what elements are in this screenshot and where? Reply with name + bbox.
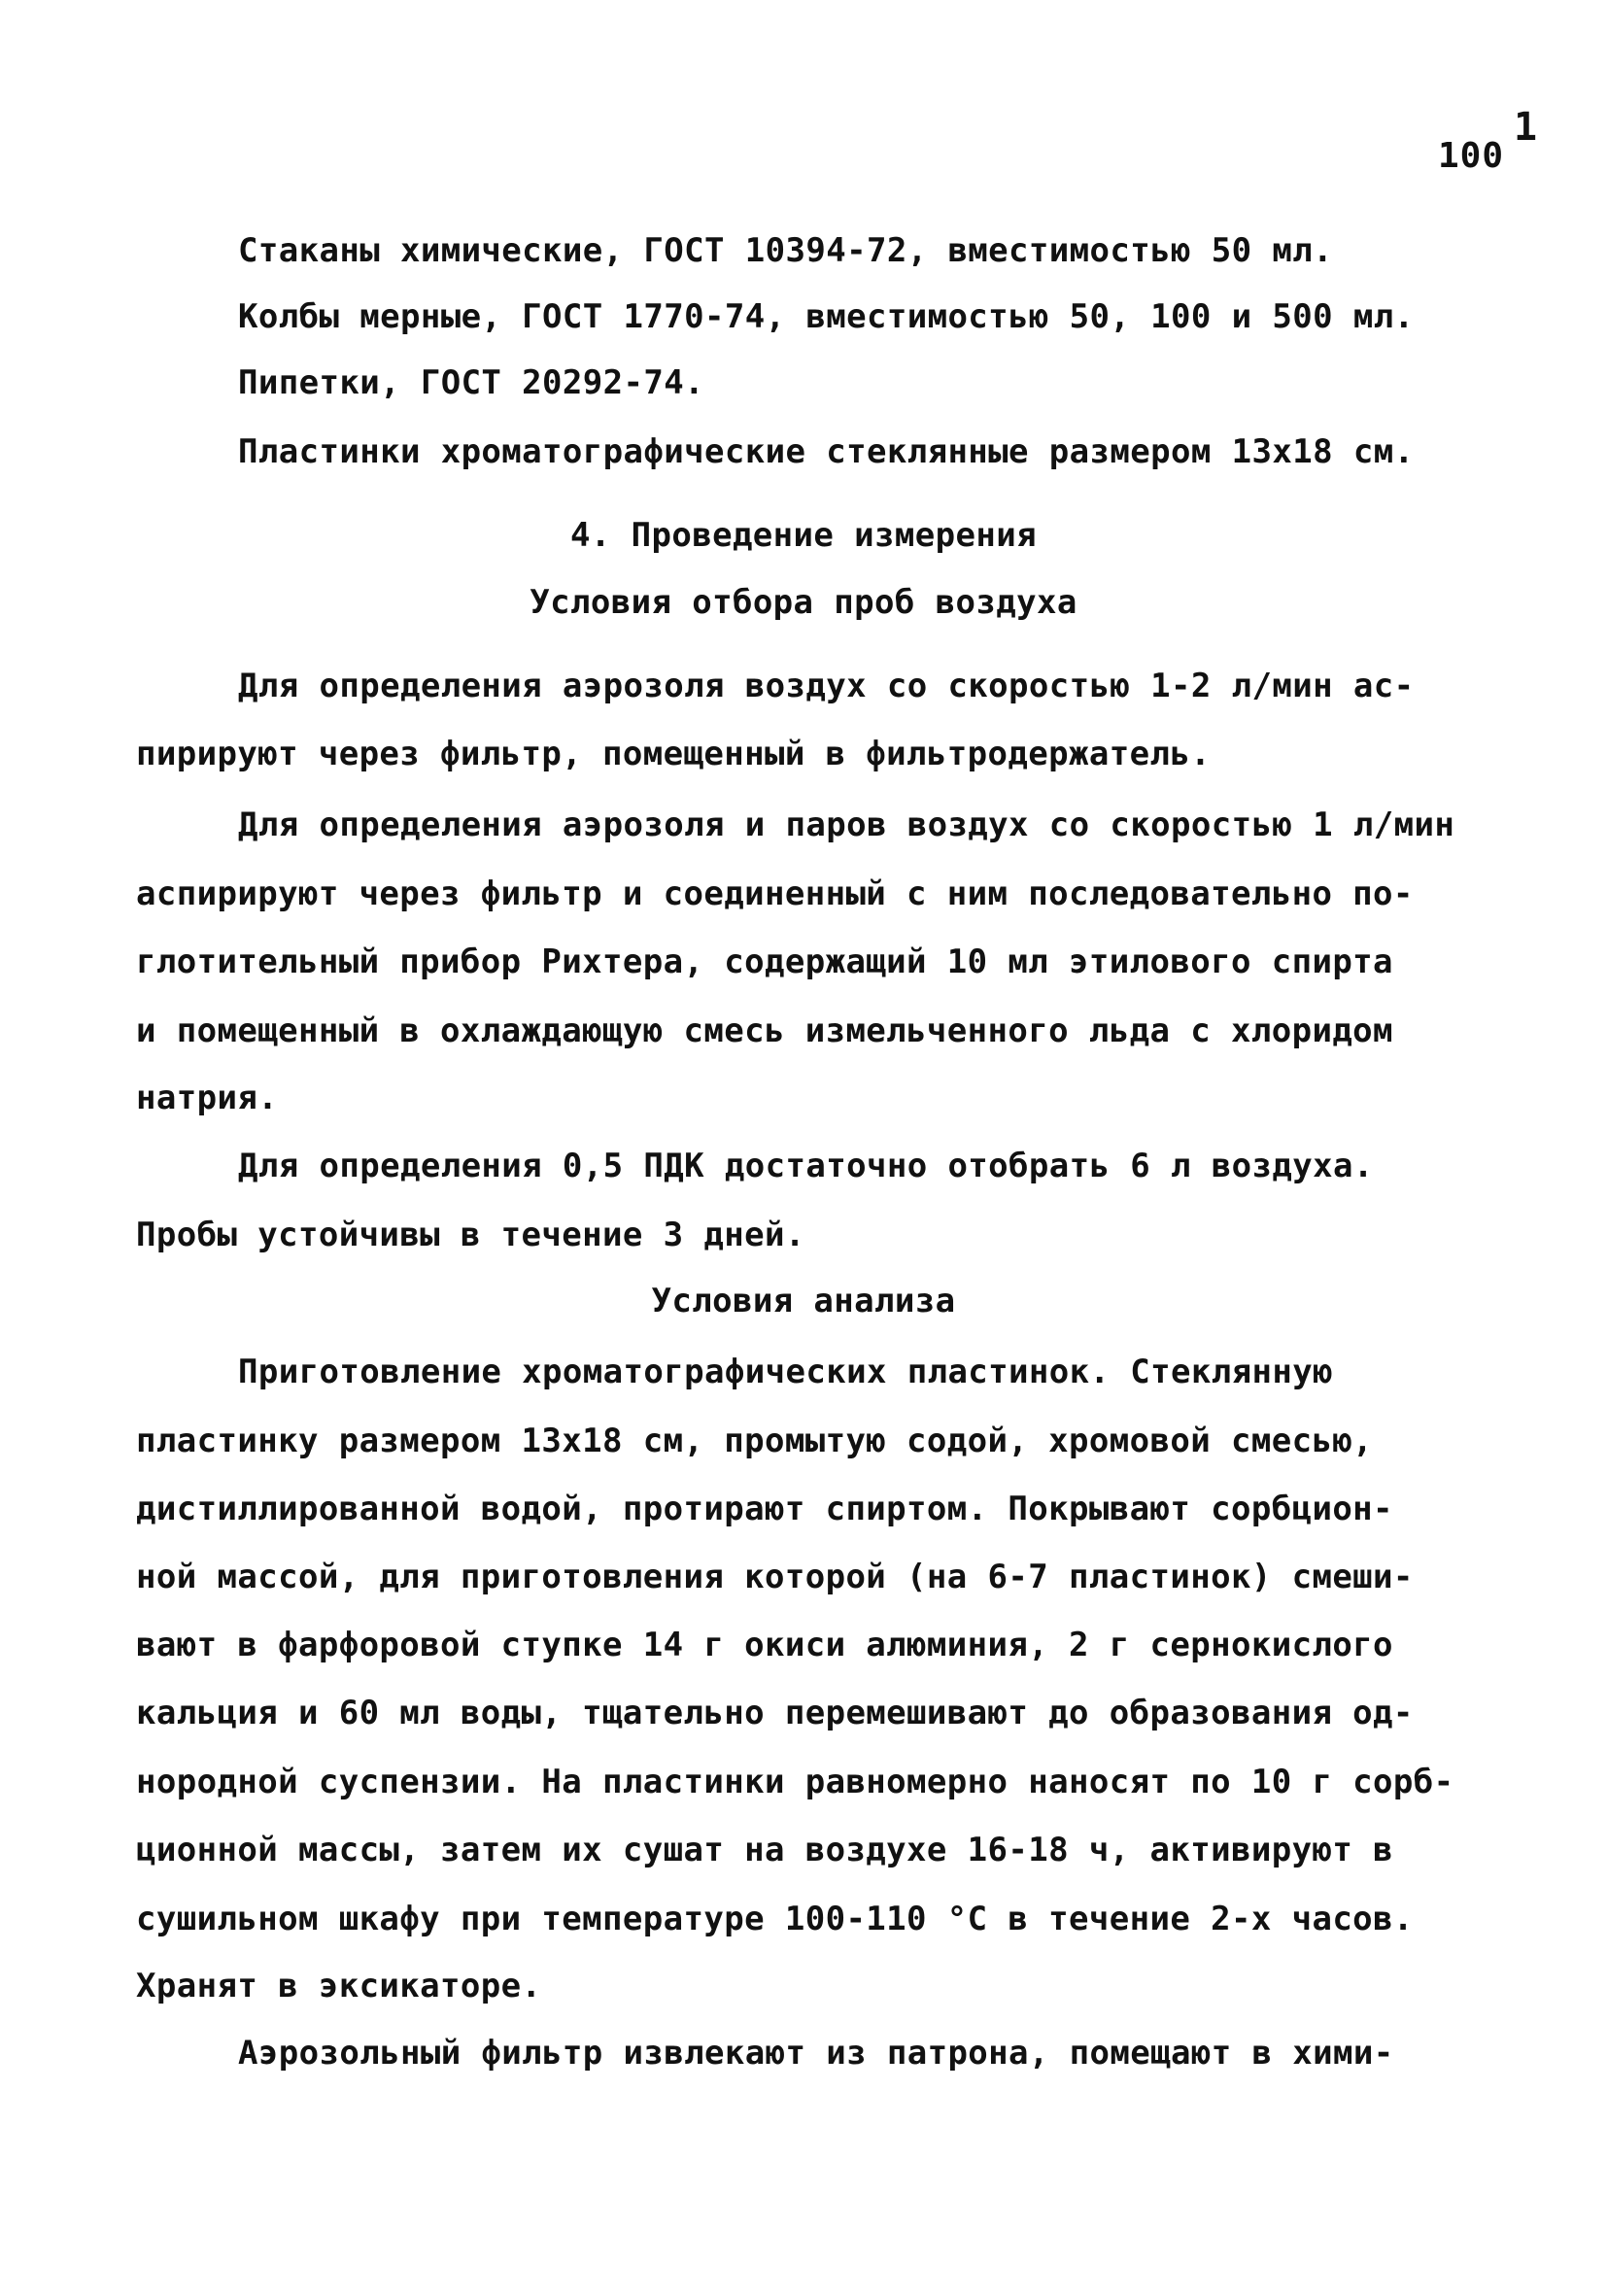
para4-line-9: сушильном шкафу при температуре 100-110 °С в течение 2-х часов.	[136, 1900, 1414, 1938]
para4-line-3: дистиллированной водой, протирают спиртом. Покрывают сорбцион-	[136, 1490, 1393, 1528]
para4-line-1: Приготовление хроматографических пластинок. Стеклянную	[238, 1353, 1333, 1391]
para3-line-2: Пробы устойчивы в течение 3 дней.	[136, 1216, 805, 1254]
para2-line-5: натрия.	[136, 1079, 279, 1117]
para2-line-4: и помещенный в охлаждающую смесь измельченного льда с хлоридом	[136, 1011, 1393, 1050]
page-number: 100	[1438, 136, 1505, 176]
para3-line-1: Для определения 0,5 ПДК достаточно отобрать 6 л воздуха.	[238, 1147, 1374, 1185]
para4-line-7: нородной суспензии. На пластинки равномерно наносят по 10 г сорб-	[136, 1763, 1454, 1801]
para5-line-1: Аэрозольный фильтр извлекают из патрона, помещают в хими-	[238, 2034, 1394, 2073]
equipment-line-2: Колбы мерные, ГОСТ 1770-74, вместимостью 50, 100 и 500 мл.	[238, 297, 1415, 336]
para4-line-6: кальция и 60 мл воды, тщательно перемешивают до образования од-	[136, 1694, 1414, 1732]
para2-line-3: глотительный прибор Рихтера, содержащий 10 мл этилового спирта	[136, 942, 1393, 981]
para2-line-1: Для определения аэрозоля и паров воздух со скоростью 1 л/мин	[238, 805, 1455, 844]
para4-line-2: пластинку размером 13х18 см, промытую содой, хромовой смесью,	[136, 1422, 1374, 1460]
para2-line-2: аспирируют через фильтр и соединенный с ним последовательно по-	[136, 874, 1414, 913]
equipment-line-3: Пипетки, ГОСТ 20292-74.	[238, 363, 705, 402]
para4-line-8: ционной массы, затем их сушат на воздухе 16-18 ч, активируют в	[136, 1831, 1393, 1869]
para4-line-5: вают в фарфоровой ступке 14 г окиси алюминия, 2 г сернокислого	[136, 1626, 1393, 1664]
para1-line-1: Для определения аэрозоля воздух со скоростью 1-2 л/мин ас-	[238, 667, 1415, 705]
subsection-sampling-title: Условия отбора проб воздуха	[530, 583, 1077, 622]
subsection-analysis-title: Условия анализа	[651, 1282, 956, 1320]
equipment-line-1: Стаканы химические, ГОСТ 10394-72, вместимостью 50 мл.	[238, 231, 1333, 270]
equipment-line-4: Пластинки хроматографические стеклянные размером 13х18 см.	[238, 432, 1415, 471]
para4-line-10: Хранят в эксикаторе.	[136, 1967, 542, 2005]
page-mark: 1	[1514, 105, 1538, 150]
section-title: 4. Проведение измерения	[569, 516, 1037, 555]
para4-line-4: ной массой, для приготовления которой (на 6-7 пластинок) смеши-	[136, 1558, 1414, 1596]
para1-line-2: пирируют через фильтр, помещенный в фильтродержатель.	[136, 735, 1212, 773]
